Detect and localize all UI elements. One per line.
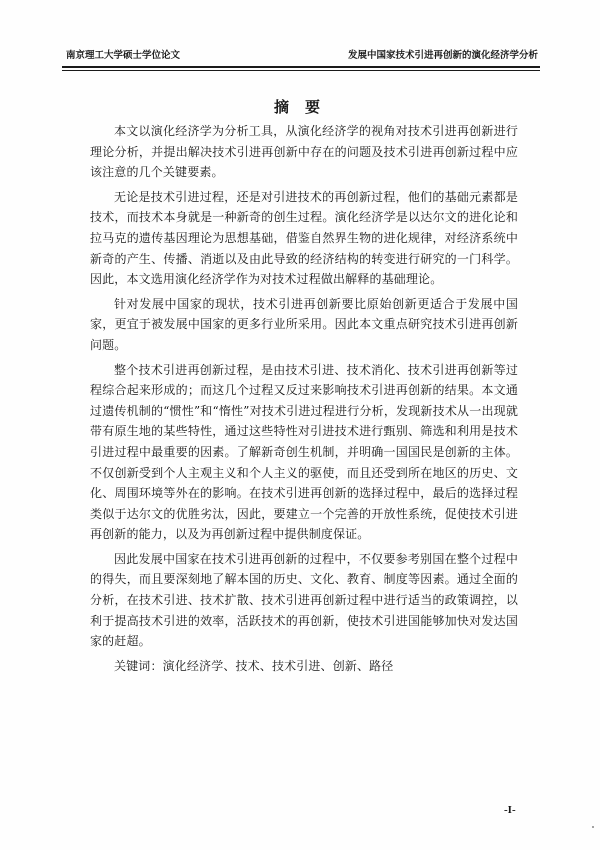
abstract-paragraph-1: 本文以演化经济学为分析工具，从演化经济学的视角对技术引进再创新进行理论分析，并提出解决技术引进再创新中存在的问题及技术引进再创新过程中应该注意的几个关键要素。: [90, 124, 518, 180]
abstract-paragraph-5: 因此发展中国家在技术引进再创新的过程中，不仅要参考别国在整个过程中的得失，而且要深刻地了解本国的历史、文化、教育、制度等因素。通过全面的分析，在技术引进、技术扩散、技术引进再创新过程中进行适当的政策调控，以利于提高技术引进的效率，活跃技术的再创新，使技术引进国能够加快对发达国家的赶超。: [90, 551, 518, 649]
header-thesis-title: 发展中国家技术引进再创新的演化经济学分析: [347, 50, 538, 61]
abstract-title: 摘要: [273, 98, 336, 116]
header-rule-thin: [62, 70, 540, 71]
abstract-paragraph-3: 针对发展中国家的现状，技术引进再创新要比原始创新更适合于发展中国家，更宜于被发展中国家的更多行业所采用。因此本文重点研究技术引进再创新问题。: [90, 296, 518, 352]
header-university: 南京理工大学硕士学位论文: [66, 50, 181, 61]
running-header: [62, 48, 540, 64]
page-number: -I-: [504, 804, 516, 816]
keywords-line: 关键词：演化经济学、技术、技术引进、创新、路径: [114, 658, 394, 673]
scan-speck: [592, 826, 594, 828]
abstract-paragraph-4: 整个技术引进再创新过程，是由技术引进、技术消化、技术引进再创新等过程综合起来形成的；而这几个过程又反过来影响技术引进再创新的结果。本文通过遗传机制的“惯性”和“惰性”对技术引进过程进行分析，发现新技术从一出现就带有原生地的某些特性，通过这些特性对引进技术进行甄别、筛选和利用是技术引进过程中最重要的因素。了解新奇创生机制，并明确一国国民是创新的主体。不仅创新受到个人主观主义和个人主义的驱使，而且还受到所在地区的历史、文化、周围环境等外在的影响。在技术引进再创新的选择过程中，最后的选择过程类似于达尔文的优胜劣汰，因此，要建立一个完善的开放性系统，促使技术引进再创新的能力，以及为再创新过程中提供制度保证。: [90, 362, 518, 542]
header-rule-thick: [62, 66, 540, 68]
abstract-paragraph-2: 无论是技术引进过程，还是对引进技术的再创新过程，他们的基础元素都是技术，而技术本身就是一种新奇的创生过程。演化经济学是以达尔文的进化论和拉马克的遗传基因理论为思想基础，借鉴自然界生物的进化规律，对经济系统中新奇的产生、传播、消逝以及由此导致的经济结构的转变进行研究的一门科学。因此，本文选用演化经济学作为对技术过程做出解释的基础理论。: [90, 189, 518, 287]
abstract-body: [90, 121, 518, 680]
